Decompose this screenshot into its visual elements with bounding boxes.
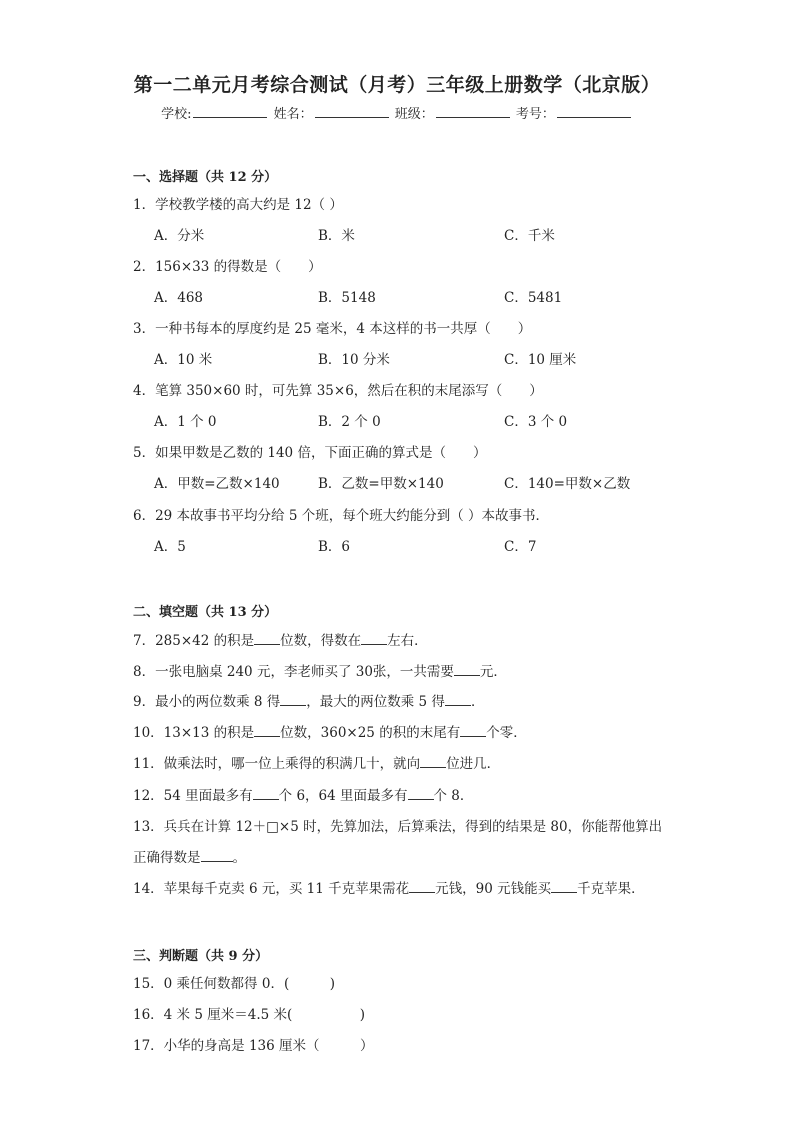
- number-label: 考号：: [515, 107, 555, 122]
- question-6: 6．29 本故事书平均分给 5 个班，每个班大约能分到（ ）本故事书．: [133, 508, 550, 524]
- option-b[interactable]: B．6: [318, 539, 351, 555]
- option-c[interactable]: C．千米: [504, 228, 555, 244]
- answer-blank[interactable]: [254, 724, 280, 737]
- number-blank[interactable]: [557, 105, 631, 118]
- question-9: [133, 690, 484, 710]
- question-2: 2．156×33 的得数是（ ）: [133, 259, 322, 275]
- answer-blank[interactable]: [420, 755, 446, 768]
- q9-text-2: ，最大的两位数乘 5 得: [306, 694, 445, 710]
- option-c[interactable]: C．3 个 0: [504, 414, 568, 430]
- option-a[interactable]: A．1 个 0: [154, 414, 217, 430]
- question-13-line-1: 13．兵兵在计算 12＋□×5 时，先算加法，后算乘法，得到的结果是 80，你能帮他算出: [133, 819, 663, 835]
- student-info-line: [0, 103, 794, 122]
- q12-text-2: 个 6，64 里面最多有: [278, 788, 408, 804]
- option-b[interactable]: B．乙数=甲数×140: [318, 476, 444, 492]
- q13-text-2: 。: [232, 850, 246, 866]
- section-choice-heading: 一、选择题（共 12 分）: [133, 170, 278, 185]
- question-10: [133, 721, 527, 741]
- q7-text-2: 位数，得数在: [280, 633, 362, 649]
- section-judge-heading: 三、判断题（共 9 分）: [133, 949, 269, 964]
- q11-text-2: 位进几．: [446, 756, 501, 772]
- name-blank[interactable]: [315, 105, 389, 118]
- q7-text-1: 7．285×42 的积是: [133, 633, 255, 649]
- option-c[interactable]: C．140=甲数×乙数: [504, 476, 631, 492]
- q14-text-1: 14．苹果每千克卖 6 元，买 11 千克苹果需花: [133, 881, 410, 897]
- option-a[interactable]: A．5: [154, 539, 186, 555]
- q8-text-2: 元．: [479, 664, 507, 680]
- answer-blank[interactable]: [280, 693, 306, 706]
- answer-blank[interactable]: [460, 724, 486, 737]
- option-b[interactable]: B．5148: [318, 290, 376, 306]
- option-c[interactable]: C．10 厘米: [504, 352, 577, 368]
- answer-blank[interactable]: [551, 880, 577, 893]
- answer-blank[interactable]: [409, 880, 435, 893]
- q12-text-3: 个 8．: [433, 788, 474, 804]
- question-3: 3．一种书每本的厚度约是 25 毫米，4 本这样的书一共厚（ ）: [133, 321, 532, 337]
- answer-blank[interactable]: [408, 787, 434, 800]
- q13-text-1: 正确得数是: [133, 850, 201, 866]
- q10-text-2: 位数，360×25 的积的末尾有: [280, 725, 461, 741]
- q14-text-3: 千克苹果．: [577, 881, 645, 897]
- option-a[interactable]: A．分米: [154, 228, 205, 244]
- question-8: [133, 660, 507, 680]
- question-14: [133, 877, 645, 897]
- answer-blank[interactable]: [254, 632, 280, 645]
- page-title: 第一二单元月考综合测试（月考）三年级上册数学（北京版）: [133, 74, 661, 96]
- option-a[interactable]: A．甲数=乙数×140: [154, 476, 280, 492]
- question-15: 15．0 乘任何数都得 0．( ): [133, 976, 335, 992]
- answer-blank[interactable]: [201, 849, 233, 862]
- question-16: 16．4 米 5 厘米＝4.5 米( ): [133, 1007, 366, 1023]
- q14-text-2: 元钱，90 元钱能买: [435, 881, 552, 897]
- answer-blank[interactable]: [361, 632, 387, 645]
- option-c[interactable]: C．7: [504, 539, 537, 555]
- class-blank[interactable]: [436, 105, 510, 118]
- question-12: [133, 784, 473, 804]
- question-1: 1．学校教学楼的高大约是 12（ ）: [133, 197, 343, 213]
- q10-text-3: 个零．: [486, 725, 527, 741]
- option-a[interactable]: A．10 米: [154, 352, 213, 368]
- q11-text-1: 11．做乘法时，哪一位上乘得的积满几十，就向: [133, 756, 421, 772]
- question-11: [133, 752, 500, 772]
- answer-blank[interactable]: [445, 693, 471, 706]
- option-b[interactable]: B．10 分米: [318, 352, 390, 368]
- q8-text-1: 8．一张电脑桌 240 元，李老师买了 30张，一共需要: [133, 664, 454, 680]
- question-13-line-2: [133, 846, 246, 866]
- section-fill-heading: 二、填空题（共 13 分）: [133, 605, 278, 620]
- question-17: 17．小华的身高是 136 厘米（ ）: [133, 1038, 374, 1054]
- q9-text-1: 9．最小的两位数乘 8 得: [133, 694, 281, 710]
- question-5: 5．如果甲数是乙数的 140 倍，下面正确的算式是（ ）: [133, 445, 487, 461]
- school-blank[interactable]: [193, 105, 267, 118]
- answer-blank[interactable]: [253, 787, 279, 800]
- question-7: [133, 629, 428, 649]
- class-label: 班级：: [394, 107, 434, 122]
- q10-text-1: 10．13×13 的积是: [133, 725, 255, 741]
- option-a[interactable]: A．468: [154, 290, 204, 306]
- question-4: 4．笔算 350×60 时，可先算 35×6，然后在积的末尾添写（ ）: [133, 383, 543, 399]
- option-b[interactable]: B．2 个 0: [318, 414, 381, 430]
- q7-text-3: 左右．: [387, 633, 428, 649]
- answer-blank[interactable]: [454, 663, 480, 676]
- name-label: 姓名：: [273, 107, 313, 122]
- q12-text-1: 12．54 里面最多有: [133, 788, 253, 804]
- option-c[interactable]: C．5481: [504, 290, 563, 306]
- school-label: 学校:: [161, 107, 192, 122]
- q9-text-3: ．: [470, 694, 485, 710]
- option-b[interactable]: B．米: [318, 228, 355, 244]
